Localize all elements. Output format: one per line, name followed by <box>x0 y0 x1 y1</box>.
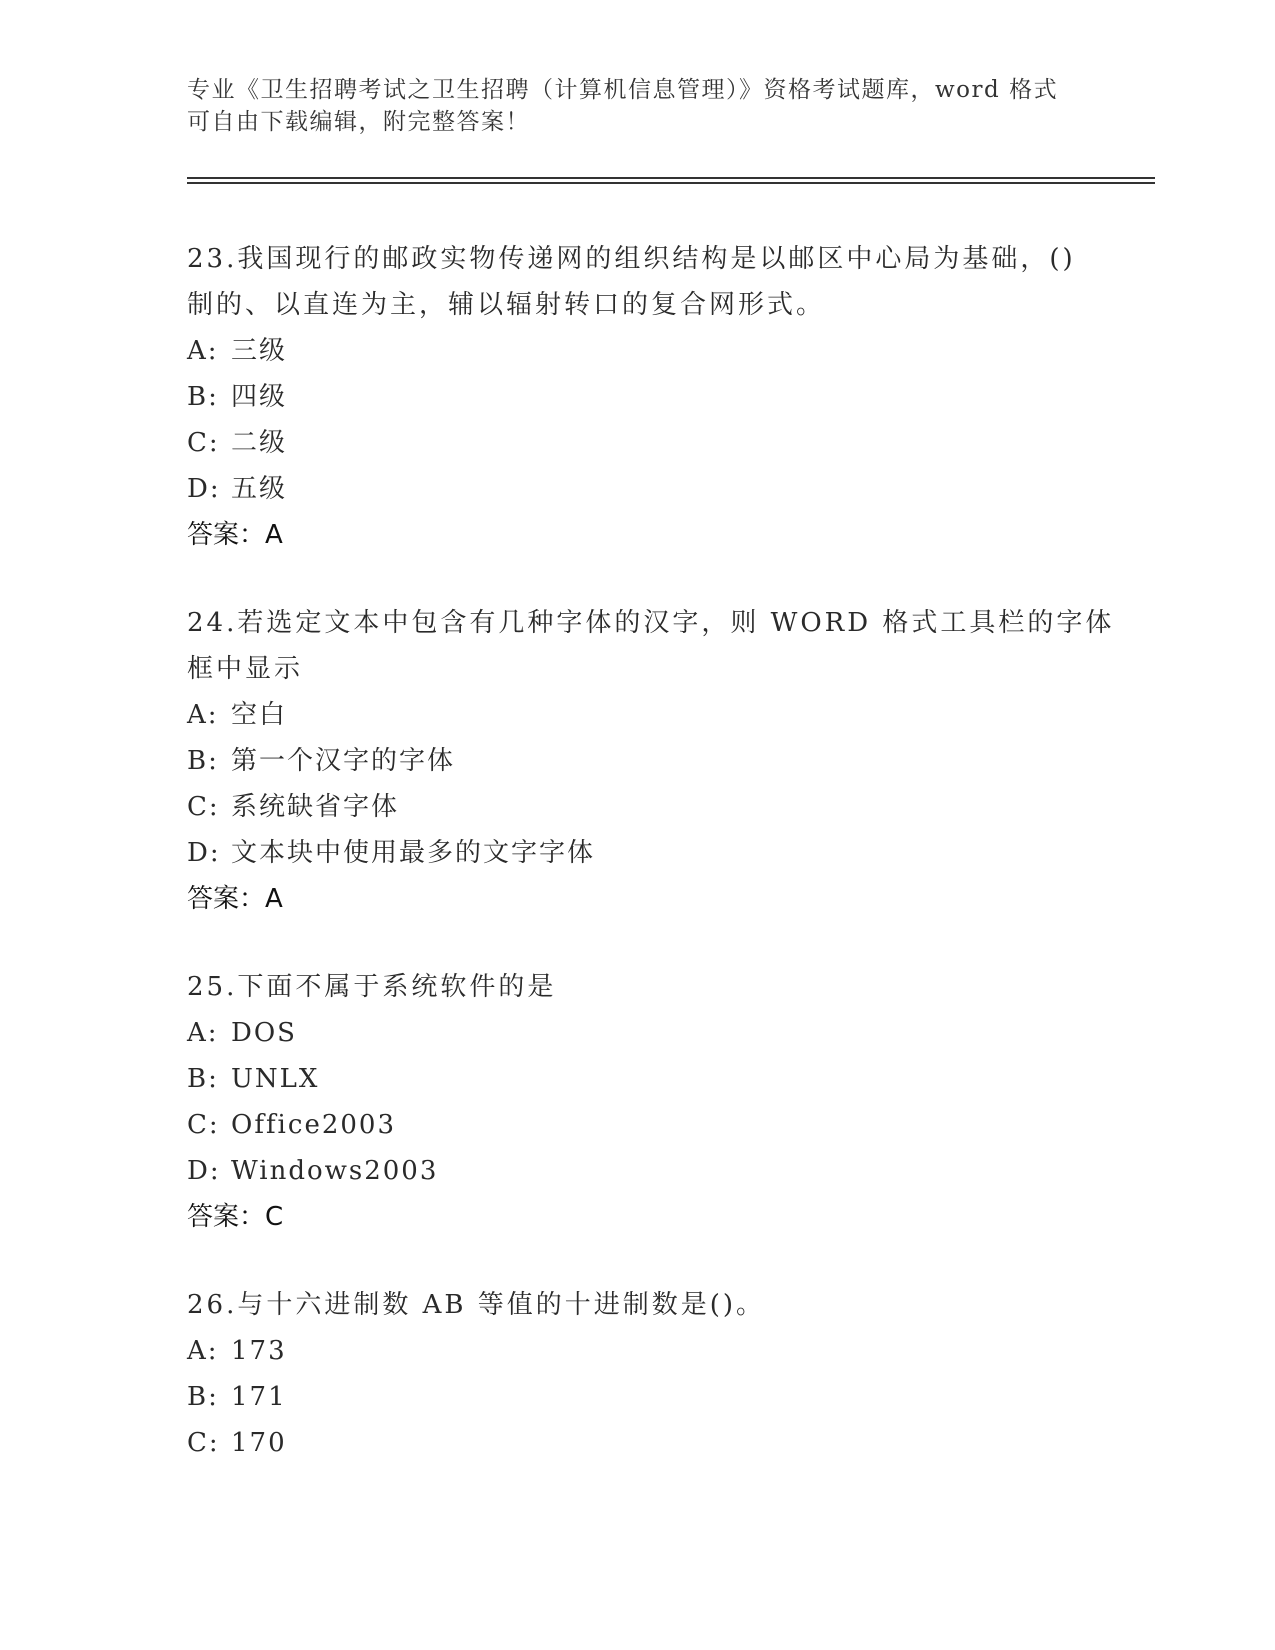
option-key: A: <box>187 700 219 730</box>
option-text: UNLX <box>231 1064 320 1094</box>
option-text: 第一个汉字的字体 <box>231 746 456 776</box>
question-24 <box>187 600 1115 922</box>
option-d <box>187 1148 1087 1194</box>
option-text: 文本块中使用最多的文字字体 <box>231 838 596 868</box>
question-23 <box>187 236 1087 558</box>
option-text: 三级 <box>231 336 288 366</box>
option-b <box>187 738 1087 784</box>
option-d <box>187 466 1087 512</box>
question-stem <box>187 1282 1087 1328</box>
header-line-1: 专业《卫生招聘考试之卫生招聘（计算机信息管理）》资格考试题库，word 格式 <box>187 77 1059 103</box>
question-list <box>187 236 1115 1508</box>
question-25 <box>187 964 1087 1240</box>
option-key: C: <box>187 1110 220 1140</box>
option-a <box>187 1010 1087 1056</box>
question-stem-line: 25.下面不属于系统软件的是 <box>187 972 557 1002</box>
answer-line: 答案：A <box>187 884 283 914</box>
option-text: 五级 <box>231 474 288 504</box>
header-divider-bottom <box>187 182 1155 184</box>
option-key: B: <box>187 1064 219 1094</box>
option-a <box>187 328 1087 374</box>
option-c <box>187 1102 1087 1148</box>
option-key: A: <box>187 1336 219 1366</box>
question-stem-line: 26.与十六进制数 AB 等值的十进制数是()。 <box>187 1290 766 1320</box>
question-stem <box>187 964 1087 1010</box>
option-c <box>187 784 1087 830</box>
option-a <box>187 692 1087 738</box>
option-text: 空白 <box>231 700 288 730</box>
question-stem-line: 24.若选定文本中包含有几种字体的汉字，则 WORD 格式工具栏的字体 <box>187 608 1115 638</box>
option-b <box>187 1056 1087 1102</box>
option-text: 170 <box>231 1428 287 1458</box>
option-b <box>187 374 1087 420</box>
answer-line: 答案：A <box>187 520 283 550</box>
option-key: D: <box>187 1156 221 1186</box>
option-key: B: <box>187 1382 219 1412</box>
option-text: Windows2003 <box>231 1156 439 1186</box>
option-key: A: <box>187 1018 219 1048</box>
header-line-2: 可自由下载编辑，附完整答案！ <box>187 109 530 135</box>
question-stem-line: 23.我国现行的邮政实物传递网的组织结构是以邮区中心局为基础，() <box>187 244 1076 274</box>
option-key: D: <box>187 474 221 504</box>
option-key: A: <box>187 336 219 366</box>
question-stem <box>187 236 1087 328</box>
question-26 <box>187 1282 1087 1466</box>
option-text: 四级 <box>231 382 288 412</box>
option-key: C: <box>187 1428 220 1458</box>
option-a <box>187 1328 1087 1374</box>
header-divider-top <box>187 177 1155 179</box>
option-key: B: <box>187 746 219 776</box>
option-key: C: <box>187 792 220 822</box>
option-d <box>187 830 1087 876</box>
question-stem-line: 制的、以直连为主，辅以辐射转口的复合网形式。 <box>187 290 826 320</box>
option-text: 173 <box>231 1336 287 1366</box>
question-stem <box>187 600 1115 692</box>
option-text: 系统缺省字体 <box>231 792 400 822</box>
option-text: 二级 <box>231 428 288 458</box>
option-text: Office2003 <box>231 1110 396 1140</box>
option-text: DOS <box>231 1018 297 1048</box>
option-key: B: <box>187 382 219 412</box>
document-header <box>187 74 1087 138</box>
question-stem-line: 框中显示 <box>187 654 304 684</box>
option-text: 171 <box>231 1382 287 1412</box>
option-key: D: <box>187 838 221 868</box>
option-c <box>187 1420 1087 1466</box>
option-b <box>187 1374 1087 1420</box>
option-key: C: <box>187 428 220 458</box>
answer-line: 答案：C <box>187 1202 284 1232</box>
option-c <box>187 420 1087 466</box>
